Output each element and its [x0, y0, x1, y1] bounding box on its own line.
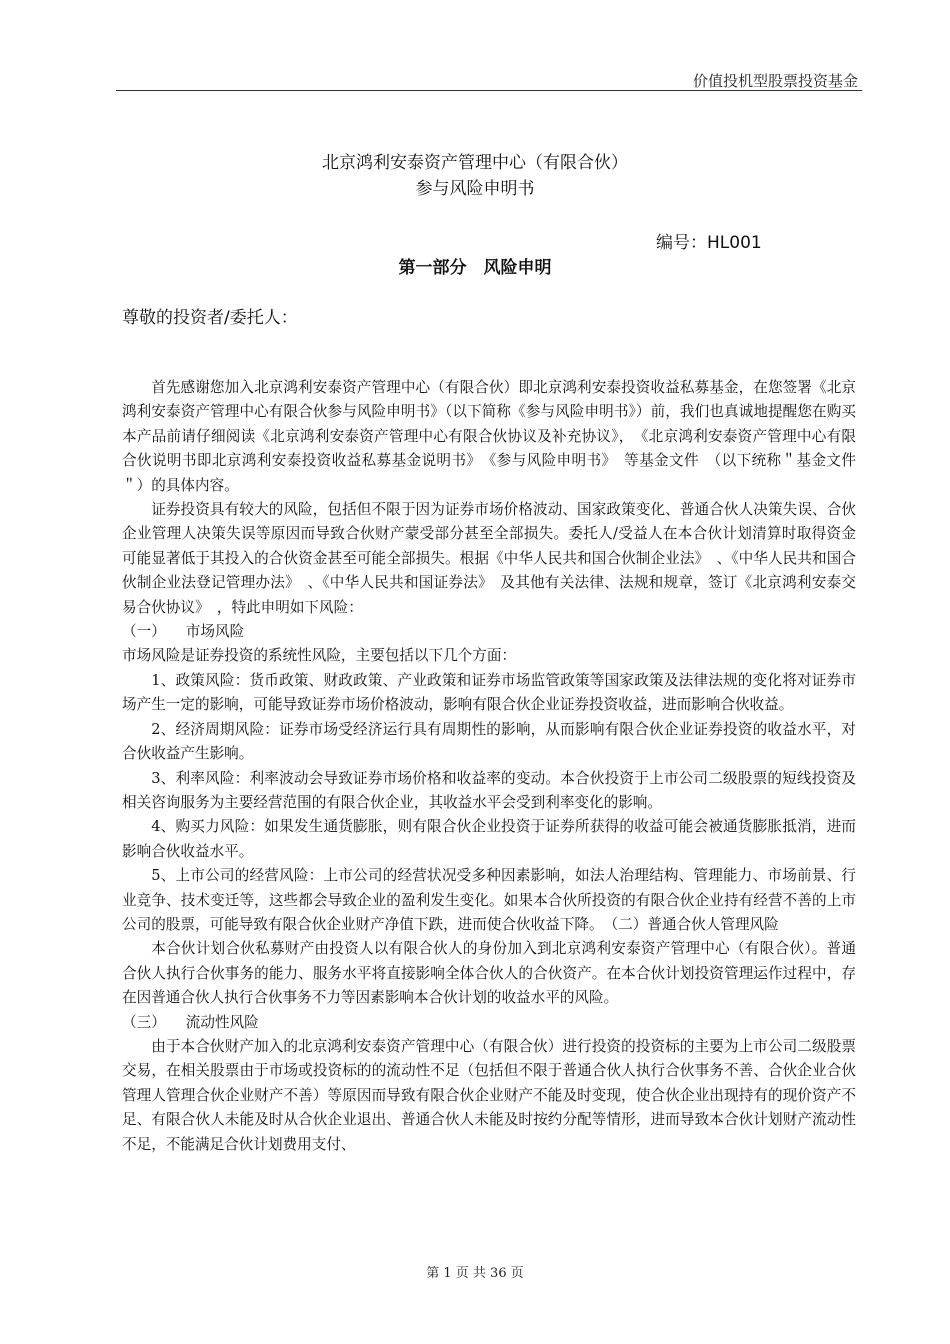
list-item	[122, 864, 856, 937]
intro-paragraph: 首先感谢您加入北京鸿利安泰资产管理中心（有限合伙）即北京鸿利安泰投资收益私募基金，在您签署《北京鸿利安泰资产管理中心有限合伙参与风险申明书》（以下简称《参与风险申明书》）前，我们也真诚地提醒您在购买本产品前请仔细阅读《北京鸿利安泰资产管理中心有限合伙协议及补充协议》， 《北京鸿利安泰资产管理中心有限合伙说明书即北京鸿利安泰投资收益私募基金说明书》 《参与风险申明书》 等基金文件 （以下统称＂基金文件＂）的具体内容。	[122, 379, 856, 494]
gp-risk-paragraph: 本合伙计划合伙私募财产由投资人以有限合伙人的身份加入到北京鸿利安泰资产管理中心（有限合伙）。普通合伙人执行合伙事务的能力、服务水平将直接影响全体合伙人的合伙资产。在本合伙计划投资管理运作过程中，存在因普通合伙人执行合伙事务不力等因素影响本合伙计划的收益水平的风险。	[122, 940, 856, 1007]
risk-general-paragraph: 证券投资具有较大的风险，包括但不限于因为证券市场价格波动、国家政策变化、普通合伙人决策失误、合伙企业管理人决策失误等原因而导致合伙财产蒙受部分甚至全部损失。委托人/受益人在本合伙计划清算时取得资金可能显著低于其投入的合伙资金甚至可能全部损失。根据《中华人民共和国合伙制企业法》 、《中华人民共和国合伙制企业法登记管理办法》 、《中华人民共和国证券法》 及其他有关法律、法规和规章，签订《北京鸿利安泰交易合伙协议》 ，特此申明如下风险：	[122, 501, 856, 616]
section-title: 流动性风险	[185, 1013, 259, 1031]
section-heading-market	[122, 620, 856, 644]
item5-text: 5、上市公司的经营风险：上市公司的经营状况受多种因素影响，如法人治理结构、管理能力、市场前景、行业竞争、技术变迁等，这些都会导致企业的盈利发生变化。如果本合伙所投资的有限合伙企业持有经营不善的上市公司的股票，可能导致有限合伙企业财产净值下跌，进而使合伙收益下降。	[122, 867, 856, 933]
list-item: 4、购买力风险：如果发生通货膨胀，则有限合伙企业投资于证券所获得的收益可能会被通货膨胀抵消，进而影响合伙收益水平。	[122, 818, 856, 860]
document-body	[122, 376, 856, 1157]
document-subtitle: 参与风险申明书	[415, 179, 535, 199]
salutation: 尊敬的投资者/委托人：	[122, 308, 298, 328]
market-intro-paragraph: 市场风险是证券投资的系统性风险，主要包括以下几个方面：	[122, 647, 517, 665]
list-item: 2、经济周期风险：证券市场受经济运行具有周期性的影响，从而影响有限合伙企业证券投资的收益水平，对合伙收益产生影响。	[122, 720, 856, 763]
list-item: 1、政策风险：货币政策、财政政策、产业政策和证券市场监管政策等国家政策及法律法规的变化将对证券市场产生一定的影响，可能导致证券市场价格波动，影响有限合伙企业证券投资收益，进而影响合伙收益。	[122, 671, 856, 714]
list-item: 3、利率风险：利率波动会导致证券市场价格和收益率的变动。本合伙投资于上市公司二级股票的短线投资及相关咨询服务为主要经营范围的有限合伙企业，其收益水平会受到利率变化的影响。	[122, 769, 856, 811]
page-footer: 第 1 页 共 36 页	[426, 1266, 524, 1281]
section-title: 市场风险	[185, 623, 245, 641]
part-title: 第一部分 风险申明	[398, 258, 552, 278]
liquidity-paragraph: 由于本合伙财产加入的北京鸿利安泰资产管理中心（有限合伙）进行投资的投资标的主要为上市公司二级股票交易，在相关股票由于市场或投资标的的流动性不足（包括但不限于普通合伙人执行合伙事务不善、合伙企业合伙管理人管理合伙企业财产不善）等原因而导致有限合伙企业财产不能及时变现，使合伙企业出现持有的现价资产不足、有限合伙人未能及时从合伙企业退出、普通合伙人未能及时按约分配等情形，进而导致本合伙计划财产流动性不足，不能满足合伙计划费用支付、	[122, 1037, 856, 1153]
document-title: 北京鸿利安泰资产管理中心（有限合伙）	[322, 153, 628, 173]
section-number: （一）	[122, 623, 166, 641]
header-fund-name: 价值投机型股票投资基金	[692, 72, 858, 90]
section-number: （三）	[122, 1013, 166, 1031]
section-heading-gp: （二）普通合伙人管理风险	[610, 915, 779, 933]
document-number: 编号：HL001	[656, 233, 762, 253]
header-divider	[116, 90, 862, 91]
section-heading-liquidity	[122, 1011, 856, 1035]
